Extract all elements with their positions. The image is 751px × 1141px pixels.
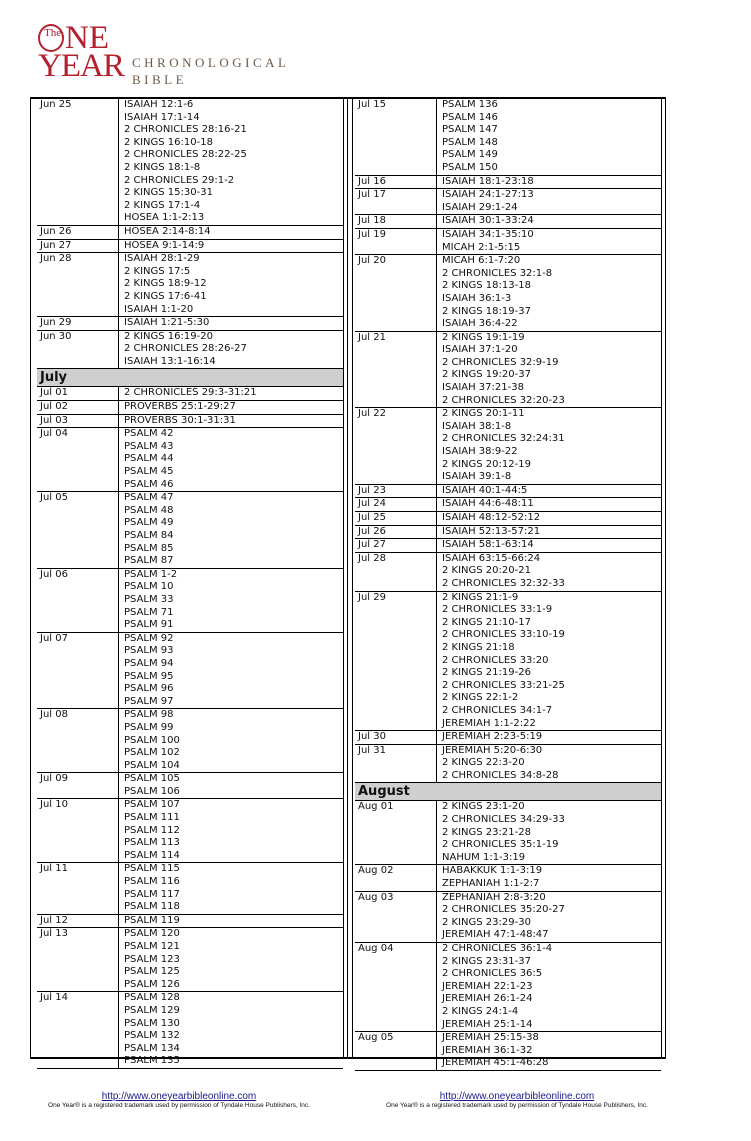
reading-list bbox=[437, 512, 661, 525]
reading-date: Jul 05 bbox=[37, 492, 119, 568]
reading-list bbox=[437, 731, 661, 744]
reading-passage: PSALM 115 bbox=[124, 863, 180, 875]
reading-date: Jul 30 bbox=[355, 731, 437, 744]
reading-date: Jul 09 bbox=[37, 773, 119, 798]
reading-list bbox=[119, 387, 343, 400]
reading-list bbox=[119, 240, 343, 253]
reading-passage: 2 CHRONICLES 33:20 bbox=[442, 654, 549, 666]
reading-passage: JEREMIAH 45:1-46:28 bbox=[442, 1057, 549, 1069]
trademark-notice: One Year® is a registered trademark used by permission of Tyndale House Publishers, Inc. bbox=[48, 1102, 310, 1109]
reading-passage: 2 KINGS 20:20-21 bbox=[442, 565, 531, 577]
schedule-row bbox=[37, 428, 343, 492]
schedule-row bbox=[37, 773, 343, 799]
reading-date: Jul 31 bbox=[355, 745, 437, 783]
reading-date: Aug 05 bbox=[355, 1032, 437, 1070]
reading-passage: PSALM 46 bbox=[124, 478, 174, 490]
schedule-row bbox=[355, 943, 661, 1032]
reading-passage: PSALM 112 bbox=[124, 824, 180, 836]
schedule-row bbox=[37, 492, 343, 569]
reading-date: Jul 14 bbox=[37, 992, 119, 1068]
logo-one: NE bbox=[65, 20, 109, 56]
reading-list bbox=[119, 415, 343, 428]
reading-passage: PSALM 44 bbox=[124, 453, 174, 465]
reading-passage: PSALM 148 bbox=[442, 136, 498, 148]
reading-passage: NAHUM 1:1-3:19 bbox=[442, 851, 526, 863]
reading-passage: PSALM 114 bbox=[124, 849, 180, 861]
schedule-row bbox=[355, 553, 661, 592]
reading-passage: ISAIAH 28:1-29 bbox=[124, 253, 200, 265]
reading-passage: ZEPHANIAH 1:1-2:7 bbox=[442, 878, 540, 890]
reading-date: Jul 26 bbox=[355, 526, 437, 539]
left-frame-line bbox=[30, 97, 31, 1059]
reading-passage: PSALM 100 bbox=[124, 734, 180, 746]
reading-list bbox=[437, 332, 661, 408]
reading-passage: HOSEA 9:1-14:9 bbox=[124, 239, 205, 251]
schedule-row bbox=[37, 415, 343, 429]
reading-passage: 2 KINGS 21:19-26 bbox=[442, 667, 531, 679]
reading-passage: PSALM 106 bbox=[124, 785, 180, 797]
reading-list bbox=[437, 553, 661, 591]
reading-list bbox=[119, 799, 343, 862]
reading-passage: ISAIAH 34:1-35:10 bbox=[442, 228, 534, 240]
reading-list bbox=[119, 915, 343, 928]
reading-passage: PSALM 43 bbox=[124, 440, 174, 452]
reading-passage: ISAIAH 18:1-23:18 bbox=[442, 175, 534, 187]
reading-passage: ISAIAH 13:1-16:14 bbox=[124, 355, 216, 367]
reading-passage: 2 CHRONICLES 32:24:31 bbox=[442, 433, 565, 445]
reading-passage: ISAIAH 44:6-48:11 bbox=[442, 498, 534, 510]
reading-passage: PSALM 33 bbox=[124, 593, 174, 605]
schedule-row bbox=[355, 176, 661, 190]
reading-passage: MICAH 2:1-5:15 bbox=[442, 241, 521, 253]
reading-list bbox=[437, 539, 661, 552]
reading-passage: MICAH 6:1-7:20 bbox=[442, 255, 521, 267]
reading-passage: PSALM 125 bbox=[124, 966, 180, 978]
schedule-row bbox=[37, 863, 343, 914]
reading-passage: ISAIAH 30:1-33:24 bbox=[442, 215, 534, 227]
schedule-left-column bbox=[37, 99, 343, 1069]
reading-passage: 2 KINGS 17:1-4 bbox=[124, 199, 201, 211]
reading-passage: JEREMIAH 22:1-23 bbox=[442, 980, 533, 992]
reading-passage: PSALM 104 bbox=[124, 759, 180, 771]
reading-list bbox=[437, 229, 661, 254]
reading-passage: JEREMIAH 47:1-48:47 bbox=[442, 929, 549, 941]
reading-passage: PSALM 146 bbox=[442, 111, 498, 123]
reading-list bbox=[437, 745, 661, 783]
reading-passage: PSALM 111 bbox=[124, 812, 180, 824]
reading-date: Jul 06 bbox=[37, 569, 119, 632]
reading-passage: PSALM 1-2 bbox=[124, 568, 178, 580]
reading-passage: PSALM 135 bbox=[124, 1055, 180, 1067]
reading-passage: PSALM 129 bbox=[124, 1004, 180, 1016]
website-link[interactable]: http://www.oneyearbibleonline.com bbox=[101, 1091, 257, 1102]
schedule-row bbox=[355, 745, 661, 784]
reading-passage: PROVERBS 30:1-31:31 bbox=[124, 414, 236, 426]
reading-passage: HOSEA 1:1-2:13 bbox=[124, 212, 205, 224]
reading-passage: ISAIAH 17:1-14 bbox=[124, 111, 200, 123]
reading-date: Jul 28 bbox=[355, 553, 437, 591]
reading-passage: ISAIAH 1:1-20 bbox=[124, 303, 194, 315]
reading-passage: PSALM 85 bbox=[124, 542, 174, 554]
reading-passage: JEREMIAH 5:20-6:30 bbox=[442, 744, 543, 756]
schedule-row bbox=[37, 387, 343, 401]
reading-passage: ISAIAH 52:13-57:21 bbox=[442, 525, 541, 537]
right-table-right-line bbox=[661, 97, 662, 1059]
schedule-row bbox=[355, 592, 661, 732]
reading-passage: PSALM 97 bbox=[124, 695, 174, 707]
schedule-row bbox=[355, 408, 661, 485]
reading-passage: 2 KINGS 22:1-2 bbox=[442, 692, 519, 704]
reading-passage: PSALM 113 bbox=[124, 837, 180, 849]
reading-passage: 2 CHRONICLES 34:8-28 bbox=[442, 769, 559, 781]
reading-date: Jul 20 bbox=[355, 255, 437, 331]
footer-right bbox=[352, 1091, 682, 1110]
reading-date: Aug 03 bbox=[355, 892, 437, 942]
reading-date: Jun 30 bbox=[37, 331, 119, 369]
reading-passage: 2 CHRONICLES 29:3-31:21 bbox=[124, 387, 257, 399]
reading-passage: PSALM 119 bbox=[124, 914, 180, 926]
reading-date: Jul 29 bbox=[355, 592, 437, 731]
reading-date: Jun 28 bbox=[37, 253, 119, 316]
schedule-row bbox=[355, 892, 661, 943]
schedule-row bbox=[37, 569, 343, 633]
reading-date: Jun 29 bbox=[37, 317, 119, 330]
reading-passage: ISAIAH 36:1-3 bbox=[442, 292, 512, 304]
reading-passage: PROVERBS 25:1-29:27 bbox=[124, 401, 236, 413]
schedule-row bbox=[355, 229, 661, 255]
reading-date: Jul 13 bbox=[37, 928, 119, 991]
schedule-row bbox=[355, 189, 661, 215]
reading-passage: PSALM 121 bbox=[124, 941, 180, 952]
reading-list bbox=[437, 408, 661, 484]
schedule-row bbox=[37, 331, 343, 370]
reading-passage: 2 CHRONICLES 36:1-4 bbox=[442, 943, 553, 954]
reading-passage: PSALM 10 bbox=[124, 581, 174, 593]
reading-passage: PSALM 126 bbox=[124, 978, 180, 990]
reading-passage: 2 CHRONICLES 28:16-21 bbox=[124, 124, 247, 136]
reading-passage: PSALM 105 bbox=[124, 773, 180, 785]
reading-date: Jul 22 bbox=[355, 408, 437, 484]
schedule-row bbox=[37, 915, 343, 929]
schedule-row bbox=[37, 401, 343, 415]
reading-passage: PSALM 48 bbox=[124, 504, 174, 516]
reading-passage: ZEPHANIAH 2:8-3:20 bbox=[442, 891, 546, 903]
logo-subtitle-chronological: CHRONOLOGICAL bbox=[132, 55, 290, 70]
reading-passage: PSALM 96 bbox=[124, 683, 174, 695]
reading-passage: 2 CHRONICLES 32:9-19 bbox=[442, 356, 559, 368]
reading-list bbox=[437, 801, 661, 864]
schedule-row bbox=[37, 992, 343, 1069]
reading-passage: 2 CHRONICLES 36:5 bbox=[442, 968, 543, 980]
schedule-row bbox=[355, 512, 661, 526]
reading-passage: 2 CHRONICLES 32:1-8 bbox=[442, 267, 553, 279]
reading-date: Jul 18 bbox=[355, 215, 437, 228]
reading-date: Jul 04 bbox=[37, 428, 119, 491]
reading-passage: 2 KINGS 19:20-37 bbox=[442, 369, 531, 381]
reading-list bbox=[119, 569, 343, 632]
reading-date: Jul 03 bbox=[37, 415, 119, 428]
schedule-right-column bbox=[355, 99, 661, 1071]
logo bbox=[38, 22, 308, 88]
reading-passage: HOSEA 2:14-8:14 bbox=[124, 225, 211, 237]
reading-passage: PSALM 120 bbox=[124, 928, 180, 940]
reading-passage: PSALM 47 bbox=[124, 492, 174, 504]
reading-list bbox=[119, 317, 343, 330]
reading-passage: PSALM 116 bbox=[124, 876, 180, 888]
website-link[interactable]: http://www.oneyearbibleonline.com bbox=[439, 1091, 595, 1102]
reading-list bbox=[437, 99, 661, 175]
reading-list bbox=[437, 892, 661, 942]
reading-passage: 2 KINGS 24:1-4 bbox=[442, 1005, 519, 1017]
reading-list bbox=[437, 943, 661, 1031]
reading-list bbox=[119, 226, 343, 239]
schedule-row bbox=[37, 799, 343, 863]
reading-passage: 2 CHRONICLES 35:20-27 bbox=[442, 904, 565, 916]
reading-passage: PSALM 91 bbox=[124, 619, 174, 631]
schedule-row bbox=[37, 226, 343, 240]
reading-passage: 2 KINGS 23:21-28 bbox=[442, 826, 531, 838]
reading-date: Jul 01 bbox=[37, 387, 119, 400]
logo-subtitle-bible: BIBLE bbox=[132, 72, 188, 87]
schedule-row bbox=[355, 99, 661, 176]
right-table-left-line bbox=[352, 97, 353, 1059]
schedule-row bbox=[37, 99, 343, 226]
reading-date: Jun 26 bbox=[37, 226, 119, 239]
reading-date: Jul 15 bbox=[355, 99, 437, 175]
reading-list bbox=[119, 492, 343, 568]
reading-list bbox=[437, 189, 661, 214]
schedule-row bbox=[355, 498, 661, 512]
reading-passage: HABAKKUK 1:1-3:19 bbox=[442, 865, 543, 877]
reading-passage: PSALM 149 bbox=[442, 149, 498, 161]
reading-passage: PSALM 118 bbox=[124, 901, 180, 913]
reading-passage: 2 KINGS 22:3-20 bbox=[442, 757, 525, 769]
trademark-notice: One Year® is a registered trademark used by permission of Tyndale House Publishers, Inc. bbox=[386, 1102, 648, 1109]
reading-passage: PSALM 71 bbox=[124, 606, 174, 618]
logo-year: YEAR bbox=[38, 48, 124, 84]
reading-passage: PSALM 99 bbox=[124, 721, 174, 733]
reading-list bbox=[437, 1032, 661, 1070]
reading-date: Jul 12 bbox=[37, 915, 119, 928]
reading-passage: ISAIAH 37:21-38 bbox=[442, 382, 524, 394]
month-header: August bbox=[355, 783, 661, 801]
reading-passage: JEREMIAH 26:1-24 bbox=[442, 993, 533, 1005]
reading-list bbox=[119, 633, 343, 709]
schedule-row bbox=[37, 709, 343, 773]
reading-date: Aug 02 bbox=[355, 865, 437, 890]
reading-passage: PSALM 93 bbox=[124, 645, 174, 657]
reading-date: Jun 27 bbox=[37, 240, 119, 253]
reading-passage: ISAIAH 39:1-8 bbox=[442, 471, 512, 483]
footer-left bbox=[14, 1091, 344, 1110]
reading-date: Jul 17 bbox=[355, 189, 437, 214]
column-separator-line bbox=[347, 97, 348, 1059]
reading-date: Aug 01 bbox=[355, 801, 437, 864]
reading-passage: 2 KINGS 16:10-18 bbox=[124, 136, 213, 148]
reading-list bbox=[119, 709, 343, 772]
reading-passage: ISAIAH 48:12-52:12 bbox=[442, 512, 541, 523]
schedule-row bbox=[355, 255, 661, 332]
reading-date: Jul 10 bbox=[37, 799, 119, 862]
reading-date: Jul 08 bbox=[37, 709, 119, 772]
reading-passage: PSALM 128 bbox=[124, 992, 180, 1004]
reading-passage: ISAIAH 38:9-22 bbox=[442, 446, 518, 458]
reading-list bbox=[437, 215, 661, 228]
reading-date: Jul 16 bbox=[355, 176, 437, 189]
reading-date: Jul 27 bbox=[355, 539, 437, 552]
reading-passage: 2 KINGS 21:10-17 bbox=[442, 616, 531, 628]
reading-passage: 2 CHRONICLES 34:1-7 bbox=[442, 704, 553, 716]
reading-passage: ISAIAH 63:15-66:24 bbox=[442, 552, 541, 564]
reading-date: Jul 02 bbox=[37, 401, 119, 414]
reading-passage: ISAIAH 1:21-5:30 bbox=[124, 317, 210, 329]
reading-passage: 2 CHRONICLES 29:1-2 bbox=[124, 174, 235, 186]
reading-passage: PSALM 136 bbox=[442, 99, 498, 110]
reading-passage: PSALM 150 bbox=[442, 161, 498, 173]
schedule-row bbox=[355, 539, 661, 553]
reading-passage: ISAIAH 37:1-20 bbox=[442, 344, 518, 356]
reading-passage: PSALM 84 bbox=[124, 530, 174, 541]
left-table-right-line bbox=[343, 97, 344, 1059]
schedule-row bbox=[37, 240, 343, 254]
reading-passage: PSALM 123 bbox=[124, 953, 180, 965]
schedule-row bbox=[37, 633, 343, 710]
schedule-row bbox=[355, 731, 661, 745]
reading-passage: 2 KINGS 16:19-20 bbox=[124, 330, 213, 342]
reading-date: Jul 07 bbox=[37, 633, 119, 709]
reading-passage: PSALM 134 bbox=[124, 1042, 180, 1054]
reading-passage: 2 KINGS 18:9-12 bbox=[124, 278, 207, 290]
reading-passage: 2 KINGS 17:5 bbox=[124, 265, 191, 277]
reading-list bbox=[437, 865, 661, 890]
reading-passage: ISAIAH 12:1-6 bbox=[124, 99, 194, 110]
schedule-row bbox=[355, 865, 661, 891]
reading-passage: 2 KINGS 18:19-37 bbox=[442, 305, 531, 317]
reading-list bbox=[119, 331, 343, 369]
reading-list bbox=[119, 773, 343, 798]
reading-passage: PSALM 95 bbox=[124, 670, 174, 682]
reading-list bbox=[437, 498, 661, 511]
schedule-row bbox=[355, 526, 661, 540]
reading-passage: 2 CHRONICLES 35:1-19 bbox=[442, 839, 559, 851]
schedule-row bbox=[37, 317, 343, 331]
reading-passage: ISAIAH 24:1-27:13 bbox=[442, 189, 534, 201]
reading-date: Jul 24 bbox=[355, 498, 437, 511]
reading-passage: 2 KINGS 19:1-19 bbox=[442, 331, 525, 343]
reading-list bbox=[437, 255, 661, 331]
reading-passage: JEREMIAH 1:1-2:22 bbox=[442, 717, 536, 729]
reading-passage: PSALM 98 bbox=[124, 709, 174, 721]
reading-passage: ISAIAH 38:1-8 bbox=[442, 420, 512, 432]
reading-passage: PSALM 102 bbox=[124, 747, 180, 759]
reading-passage: 2 KINGS 21:1-9 bbox=[442, 591, 519, 603]
schedule-row bbox=[37, 928, 343, 992]
reading-list bbox=[437, 592, 661, 731]
reading-passage: JEREMIAH 36:1-32 bbox=[442, 1044, 533, 1056]
reading-passage: 2 CHRONICLES 33:10-19 bbox=[442, 629, 565, 641]
reading-list bbox=[119, 928, 343, 991]
reading-passage: ISAIAH 58:1-63:14 bbox=[442, 539, 534, 551]
reading-passage: PSALM 45 bbox=[124, 466, 174, 478]
reading-passage: ISAIAH 40:1-44:5 bbox=[442, 484, 528, 496]
reading-passage: JEREMIAH 2:23-5:19 bbox=[442, 731, 543, 743]
reading-passage: ISAIAH 36:4-22 bbox=[442, 318, 518, 330]
schedule-row bbox=[355, 215, 661, 229]
reading-date: Jul 23 bbox=[355, 485, 437, 498]
reading-passage: PSALM 132 bbox=[124, 1030, 180, 1042]
reading-passage: PSALM 117 bbox=[124, 888, 180, 900]
reading-passage: 2 CHRONICLES 32:20-23 bbox=[442, 394, 565, 406]
reading-list bbox=[119, 992, 343, 1068]
reading-list bbox=[119, 99, 343, 225]
schedule-row bbox=[355, 332, 661, 409]
reading-date: Jun 25 bbox=[37, 99, 119, 225]
reading-date: Aug 04 bbox=[355, 943, 437, 1031]
reading-passage: PSALM 107 bbox=[124, 799, 180, 811]
reading-passage: PSALM 130 bbox=[124, 1017, 180, 1029]
reading-passage: 2 KINGS 17:6-41 bbox=[124, 290, 207, 302]
reading-passage: PSALM 49 bbox=[124, 517, 174, 529]
reading-passage: PSALM 42 bbox=[124, 428, 174, 440]
reading-passage: 2 KINGS 15:30-31 bbox=[124, 187, 213, 199]
schedule-row bbox=[355, 485, 661, 499]
reading-passage: 2 KINGS 18:1-8 bbox=[124, 161, 201, 173]
reading-list bbox=[119, 401, 343, 414]
reading-passage: 2 CHRONICLES 33:21-25 bbox=[442, 679, 565, 691]
reading-list bbox=[437, 176, 661, 189]
reading-date: Jul 19 bbox=[355, 229, 437, 254]
reading-passage: 2 KINGS 18:13-18 bbox=[442, 280, 531, 292]
reading-passage: 2 KINGS 23:29-30 bbox=[442, 916, 531, 928]
reading-passage: PSALM 92 bbox=[124, 632, 174, 644]
reading-passage: 2 KINGS 23:1-20 bbox=[442, 801, 525, 813]
reading-date: Jul 21 bbox=[355, 332, 437, 408]
reading-passage: 2 CHRONICLES 34:29-33 bbox=[442, 814, 565, 826]
reading-passage: ISAIAH 29:1-24 bbox=[442, 201, 518, 213]
reading-date: Jul 25 bbox=[355, 512, 437, 525]
reading-passage: JEREMIAH 25:1-14 bbox=[442, 1018, 533, 1030]
reading-passage: 2 CHRONICLES 32:32-33 bbox=[442, 577, 565, 589]
right-frame-line bbox=[665, 97, 666, 1059]
reading-passage: 2 KINGS 20:1-11 bbox=[442, 408, 525, 420]
reading-list bbox=[437, 485, 661, 498]
reading-list bbox=[119, 428, 343, 491]
month-header: July bbox=[37, 369, 343, 387]
reading-passage: 2 KINGS 23:31-37 bbox=[442, 955, 531, 967]
reading-passage: PSALM 94 bbox=[124, 657, 174, 669]
schedule-row bbox=[355, 801, 661, 865]
reading-passage: 2 CHRONICLES 33:1-9 bbox=[442, 604, 553, 616]
logo-the: The bbox=[44, 27, 62, 39]
reading-passage: PSALM 147 bbox=[442, 124, 498, 136]
schedule-row bbox=[355, 1032, 661, 1071]
reading-list bbox=[119, 863, 343, 913]
reading-passage: JEREMIAH 25:15-38 bbox=[442, 1032, 539, 1044]
reading-date: Jul 11 bbox=[37, 863, 119, 913]
reading-passage: 2 KINGS 20:12-19 bbox=[442, 458, 531, 470]
reading-passage: 2 CHRONICLES 28:22-25 bbox=[124, 149, 247, 161]
reading-list bbox=[119, 253, 343, 316]
reading-passage: 2 KINGS 21:18 bbox=[442, 641, 515, 653]
reading-passage: PSALM 87 bbox=[124, 555, 174, 567]
schedule-row bbox=[37, 253, 343, 317]
reading-list bbox=[437, 526, 661, 539]
reading-passage: 2 CHRONICLES 28:26-27 bbox=[124, 343, 247, 355]
